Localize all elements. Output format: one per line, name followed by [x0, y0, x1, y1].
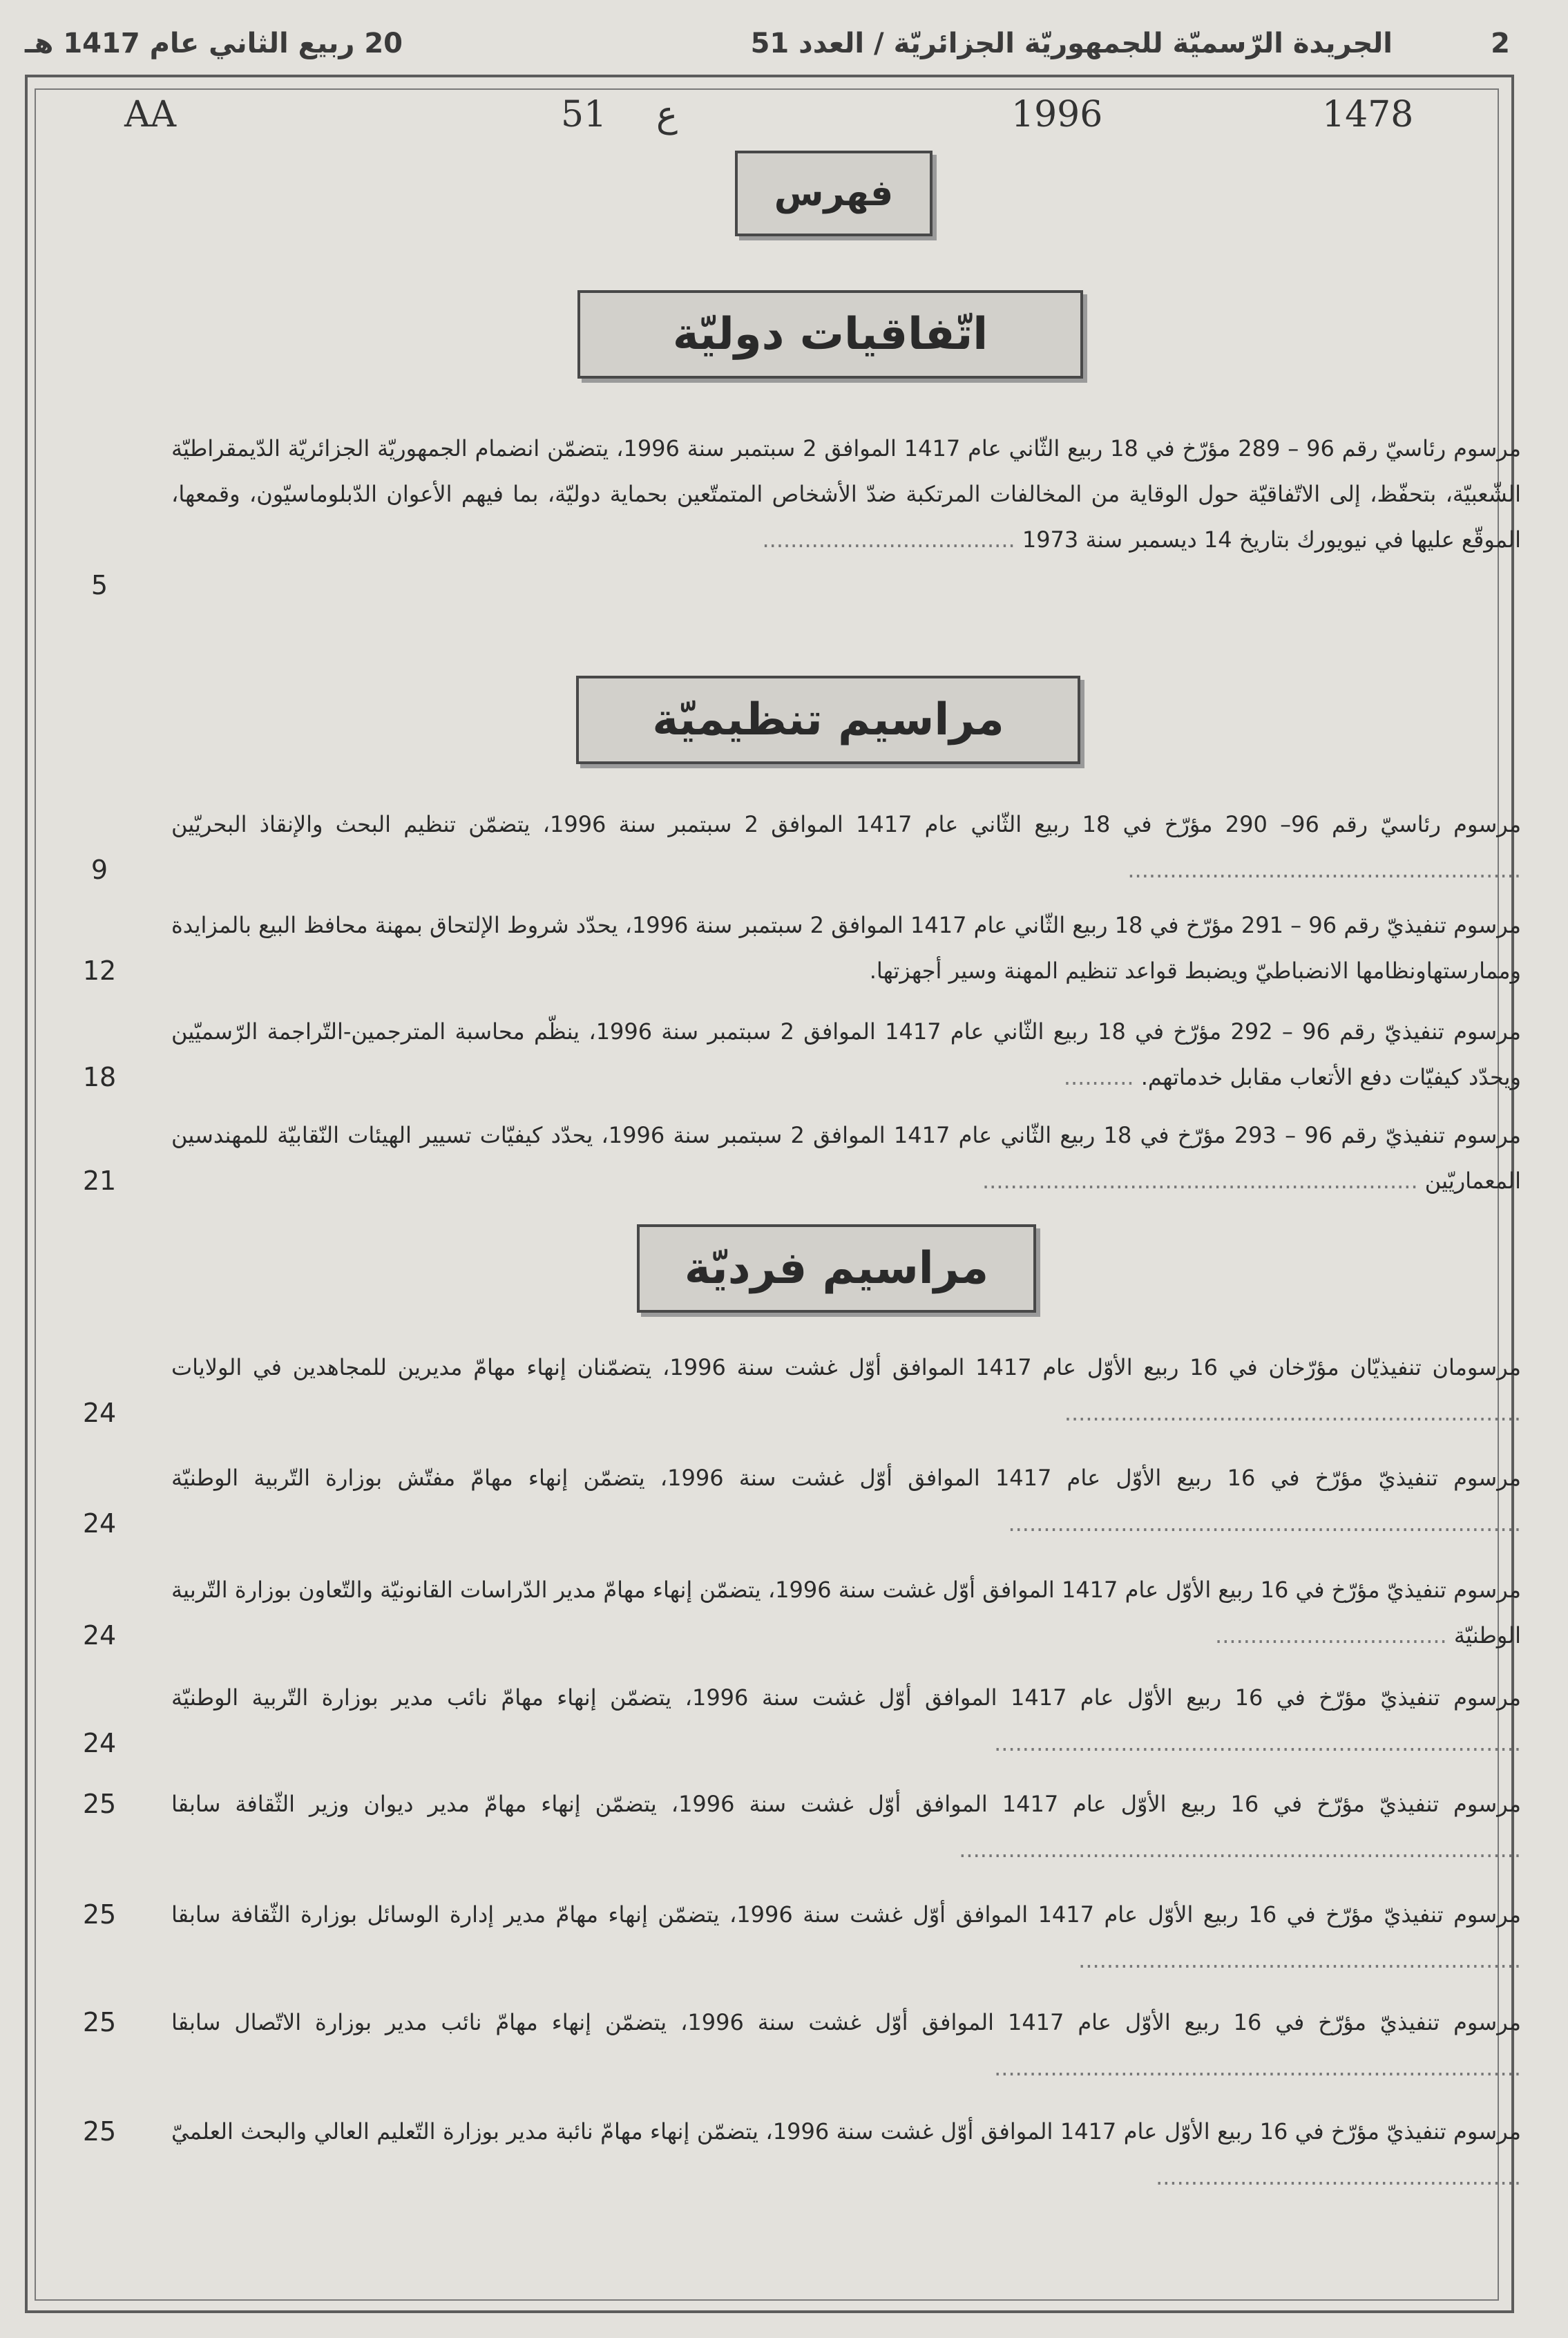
toc-entry[interactable] [77, 1112, 1521, 1204]
toc-entry[interactable] [77, 902, 1521, 994]
entry-page-number: 5 [90, 570, 108, 600]
section-heading-individual-decrees: مراسيم فرديّة [637, 1224, 1036, 1313]
entry-text: مرسوم تنفيذيّ مؤرّخ في 16 ربيع الأوّل عام 1417 الموافق أوّل غشت سنة 1996، يتضمّن إنهاء مهامّ مفتّش بوزارة التّربية الوطنيّة ......................................................................... [171, 1465, 1522, 1537]
gazette-title: الجريدة الرّسميّة للجمهوريّة الجزائريّة / العدد 51 [750, 28, 1393, 59]
handwritten-code: 1478 [1322, 94, 1414, 135]
entry-page-number: 25 [82, 1899, 117, 1930]
hijri-date: 20 ربيع الثاني عام 1417 هـ [25, 28, 403, 59]
entry-text: مرسوم تنفيذيّ رقم 96 – 291 مؤرّخ في 18 ربيع الثّاني عام 1417 الموافق 2 سبتمبر سنة 1996، يحدّد شروط الإلتحاق بمهنة محافظ البيع بالمزايدة وممارستهاونظامها الانضباطيّ ويضبط قواعد تنظيم المهنة وسير أجهزتها. [171, 912, 1522, 984]
handwritten-mark: AA [124, 94, 177, 135]
handwritten-year: 1996 [1011, 94, 1103, 135]
entry-text: مرسوم تنفيذيّ مؤرّخ في 16 ربيع الأوّل عام 1417 الموافق أوّل غشت سنة 1996، يتضمّن إنهاء مهامّ نائب مدير بوزارة الاتّصال سابقا ........................................................................... [171, 2009, 1522, 2081]
toc-entry[interactable] [77, 1344, 1521, 1436]
toc-entry[interactable] [77, 2109, 1521, 2200]
running-header [25, 25, 1510, 70]
toc-entry[interactable] [77, 1009, 1521, 1100]
handwritten-issue-number: 51 [561, 94, 607, 135]
entry-page-number: 25 [82, 2116, 117, 2147]
entry-text: مرسوم تنفيذيّ رقم 96 – 292 مؤرّخ في 18 ربيع الثّاني عام 1417 الموافق 2 سبتمبر سنة 1996، ينظّم محاسبة المترجمين-التّراجمة الرّسميّين ويحدّد كيفيّات دفع الأتعاب مقابل خدماتهم. .......... [171, 1018, 1522, 1090]
entry-page-number: 12 [82, 956, 117, 986]
contents-heading: فهرس [735, 151, 933, 236]
section-heading-regulatory-decrees: مراسيم تنظيميّة [576, 676, 1080, 764]
entry-text: مرسوم تنفيذيّ رقم 96 – 293 مؤرّخ في 18 ربيع الثّاني عام 1417 الموافق 2 سبتمبر سنة 1996، يحدّد كيفيّات تسيير الهيئات النّقابيّة للمهندسين المعماريّين .............................................................. [171, 1122, 1522, 1194]
toc-entry[interactable] [77, 1999, 1521, 2091]
entry-text: مرسوم تنفيذيّ مؤرّخ في 16 ربيع الأوّل عام 1417 الموافق أوّل غشت سنة 1996، يتضمّن إنهاء مهامّ نائبة مدير بوزارة التّعليم العالي والبحث العلميّ .................................................... [171, 2118, 1521, 2190]
entry-text: مرسوم تنفيذيّ مؤرّخ في 16 ربيع الأوّل عام 1417 الموافق أوّل غشت سنة 1996، يتضمّن إنهاء مهامّ نائب مدير بوزارة التّربية الوطنيّة ........................................................................... [171, 1684, 1522, 1756]
entry-text: مرسوم رئاسيّ رقم 96– 290 مؤرّخ في 18 ربيع الثّاني عام 1417 الموافق 2 سبتمبر سنة 1996، يتضمّن تنظيم البحث والإنقاذ البحريّين ........................................................ [171, 811, 1522, 883]
entry-page-number: 21 [82, 1166, 117, 1196]
handwritten-letter: ع [656, 94, 678, 135]
entry-page-number: 25 [82, 2007, 117, 2037]
toc-entry[interactable] [77, 1892, 1521, 1983]
page-number: 2 [1491, 28, 1510, 59]
entry-page-number: 9 [90, 855, 108, 885]
toc-entry[interactable] [77, 426, 1521, 608]
entry-text: مرسوم تنفيذيّ مؤرّخ في 16 ربيع الأوّل عام 1417 الموافق أوّل غشت سنة 1996، يتضمّن إنهاء مهامّ مدير إدارة الوسائل بوزارة الثّقافة سابقا ............................................................... [171, 1901, 1522, 1973]
entry-text: مرسوم رئاسيّ رقم 96 – 289 مؤرّخ في 18 ربيع الثّاني عام 1417 الموافق 2 سبتمبر سنة 1996، يتضمّن انضمام الجمهوريّة الجزائريّة الدّيمقراطيّة الشّعبيّة، بتحفّظ، إلى الاتّفاقيّة حول الوقاية من المخالفات المرتكبة ضدّ الأشخاص المتمتّعين بحماية دوليّة، بما فيهم الأعوان الدّبلوماسيّون، وقمعها، الموقّع عليها في نيويورك بتاريخ 14 ديسمبر سنة 1973 .................................... [171, 435, 1522, 553]
toc-entry[interactable] [77, 1567, 1521, 1658]
entry-text: مرسومان تنفيذيّان مؤرّخان في 16 ربيع الأوّل عام 1417 الموافق أوّل غشت سنة 1996، يتضمّنان إنهاء مهامّ مديرين للمجاهدين في الولايات ................................................................. [171, 1354, 1522, 1426]
entry-text: مرسوم تنفيذيّ مؤرّخ في 16 ربيع الأوّل عام 1417 الموافق أوّل غشت سنة 1996، يتضمّن إنهاء مهامّ مدير الدّراسات القانونيّة والتّعاون بوزارة التّربية الوطنيّة ................................. [171, 1577, 1522, 1648]
entry-page-number: 25 [82, 1789, 117, 1819]
toc-entry[interactable] [77, 1781, 1521, 1872]
entry-page-number: 24 [82, 1620, 117, 1651]
entry-text: مرسوم تنفيذيّ مؤرّخ في 16 ربيع الأوّل عام 1417 الموافق أوّل غشت سنة 1996، يتضمّن إنهاء مهامّ مدير ديوان وزير الثّقافة سابقا ................................................................................ [171, 1791, 1522, 1863]
section-heading-international-agreements: اتّفاقيات دوليّة [577, 290, 1083, 379]
toc-entry[interactable] [77, 801, 1521, 893]
toc-entry[interactable] [77, 1675, 1521, 1766]
entry-page-number: 18 [82, 1062, 117, 1092]
entry-page-number: 24 [82, 1728, 117, 1758]
toc-entry[interactable] [77, 1455, 1521, 1546]
entry-page-number: 24 [82, 1398, 117, 1428]
entry-page-number: 24 [82, 1508, 117, 1539]
